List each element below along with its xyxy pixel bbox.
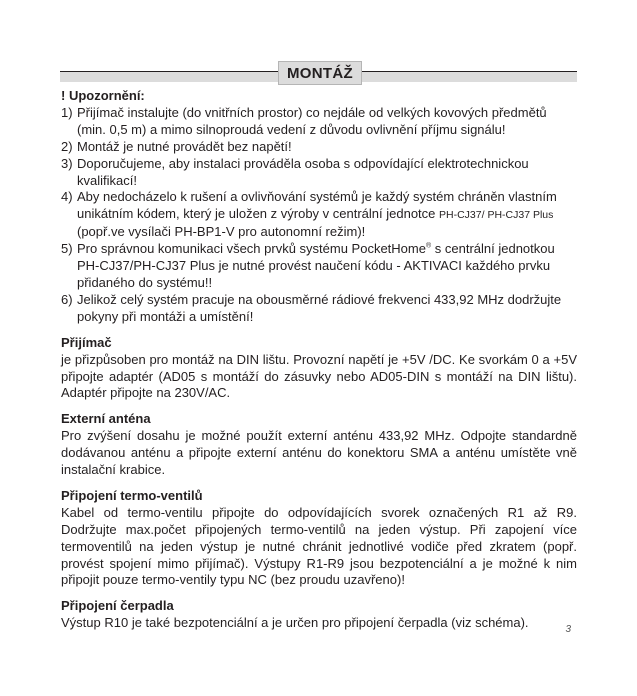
section-title-pump: Připojení čerpadla [61,598,174,614]
warning-text: Jelikož celý systém pracuje na obousměrné rádiové frekvenci 433,92 MHz dodržujte pokyny při montáži a umístění! [77,291,562,324]
page-number: 3 [565,624,571,635]
warning-item [61,139,577,156]
warning-number: 6) [61,291,73,307]
warning-text [77,241,577,292]
warning-number: 4) [61,189,73,205]
warnings-list [61,105,577,326]
section-title-valves: Připojení termo-ventilů [61,487,203,503]
warning-number: 3) [61,155,73,171]
warning-number: 5) [61,241,73,257]
warning-number: 2) [61,138,73,154]
page-content [61,88,577,632]
section-body-receiver: je přizpůsoben pro montáž na DIN lištu. Provozní napětí je +5V /DC. Ke svorkám 0 a +5V připojte adaptér (AD05 s montáží do zásuvky nebo AD05-DIN s montáží na DIN lištu). Adaptér připojte na 230V/AC. [61,351,577,401]
model-name: PH-CJ37/ PH-CJ37 Plus [439,209,554,222]
warning-text: Montáž je nutné provádět bez napětí! [77,138,292,154]
warning-item [61,156,577,190]
warning-text: Doporučujeme, aby instalaci prováděla osoba s odpovídající elektrotechnickou kvalifikací! [77,155,529,188]
warning-text: Přijímač instalujte (do vnitřních prostor) co nejdále od velkých kovových předmětů (min. 0,5 m) a mimo silnoproudá vedení z důvodu ovlivnění příjmu signálu! [77,104,547,137]
warning-item [61,189,577,241]
warning-number: 1) [61,104,73,120]
section-title-antenna: Externí anténa [61,411,151,427]
warning-text-part: Aby nedocházelo k rušení a ovlivňování systémů je každý systém chráněn vlastním unikátním kódem, který je uložen z výroby v centrální jednotce [77,189,557,222]
section-body-pump: Výstup R10 je také bezpotenciální a je určen pro připojení čerpadla (viz schéma). [61,615,529,631]
warning-text-part: (popř.ve vysílači PH-BP1-V pro autonomní režim)! [77,224,366,240]
warnings-heading: ! Upozornění: [61,88,145,103]
section-title-receiver: Přijímač [61,334,112,350]
warning-item [61,241,577,292]
warning-text-part: Pro správnou komunikaci všech prvků systému PocketHome [77,241,426,257]
warning-item [61,292,577,326]
section-body-antenna: Pro zvýšení dosahu je možné použít externí anténu 433,92 MHz. Odpojte standardně dodávanou anténu a připojte externí anténu do konektoru SMA a anténu umístěte vně instalační krabice. [61,428,577,478]
warning-item [61,105,577,139]
warning-text [77,189,577,241]
page-title: MONTÁŽ [278,61,362,85]
registered-mark: ® [425,242,432,250]
section-body-valves: Kabel od termo-ventilu připojte do odpovídajících svorek označených R1 až R9. Dodržujte max.počet připojených termo-ventilů na jeden výstup. Při zapojení více termoventilů na jeden výstup je nutné chránit jednotlivé vodiče před zkratem (popř. provést spojení mimo přijímač). Výstupy R1-R9 jsou bezpotenciální a je možné k nim připojit pouze termo-ventily typu NC (bez proudu uzavřeno)! [61,504,577,588]
warning-text-part: s centrální jednotkou PH-CJ37/PH-CJ37 Plus je nutné provést naučení kódu - AKTIVACI každého prvku přidaného do systému!! [77,241,555,290]
